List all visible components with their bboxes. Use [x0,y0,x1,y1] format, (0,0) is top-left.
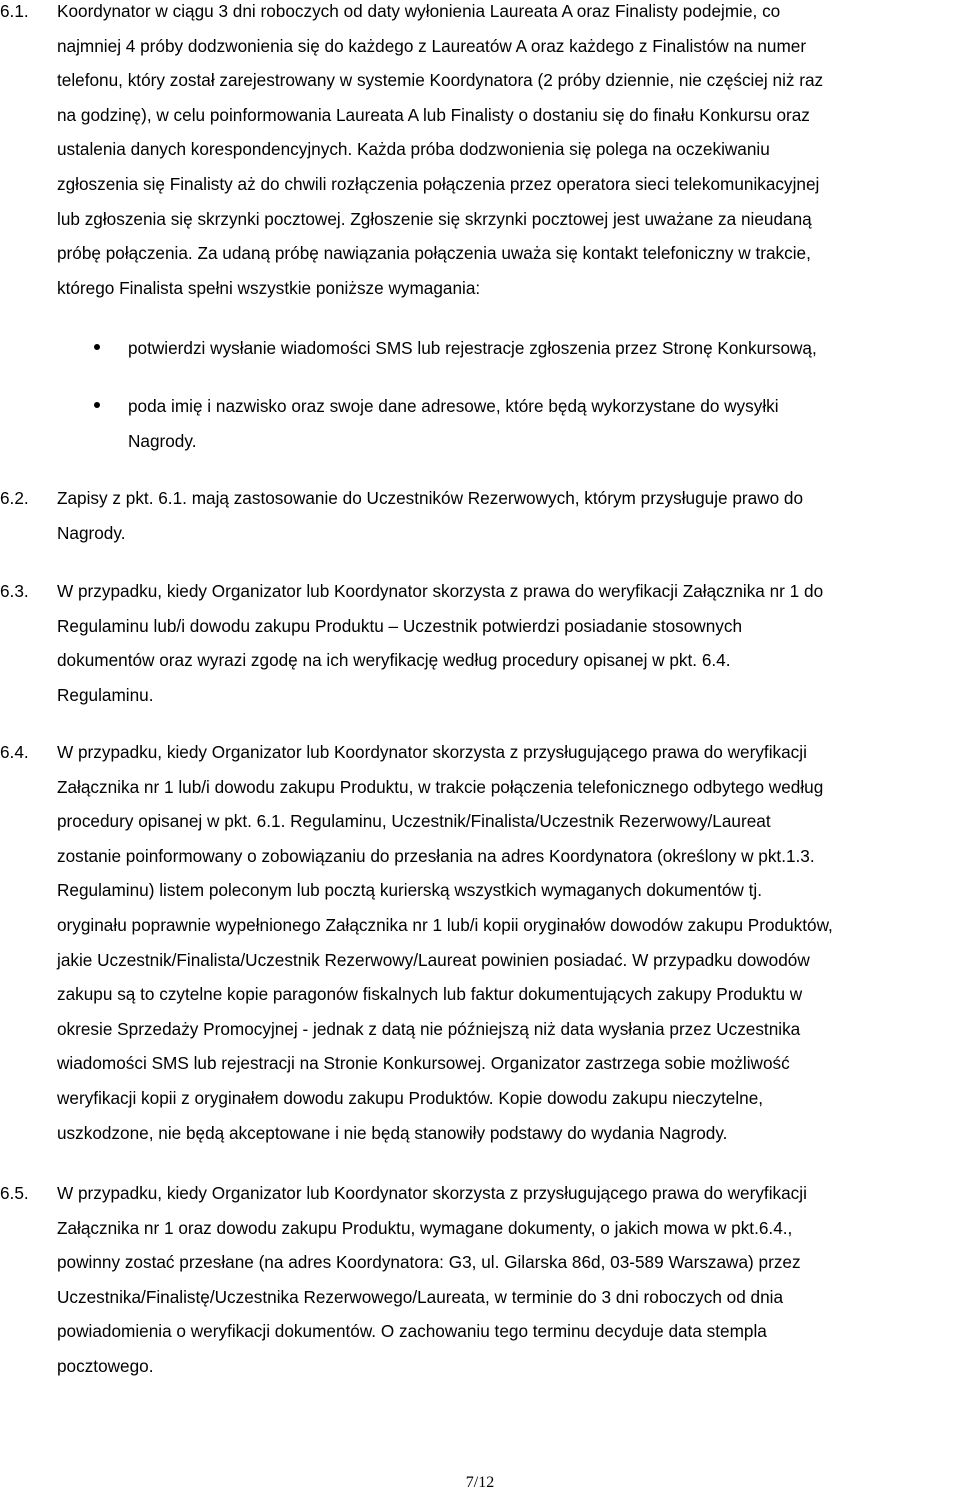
text-line: Zapisy z pkt. 6.1. mają zastosowanie do Uczestników Rezerwowych, którym przysługuje prawo do [57,488,804,508]
text-line: najmniej 4 próby dodzwonienia się do każdego z Laureatów A oraz każdego z Finalistów na numer [57,35,807,56]
text-line: lub zgłoszenia się skrzynki pocztowej. Zgłoszenie się skrzynki pocztowej jest uważane za nieudaną [57,208,812,229]
text-line: którego Finalista spełni wszystkie poniższe wymagania: [57,277,481,298]
text-line: uszkodzone, nie będą akceptowane i nie będą stanowiły podstawy do wydania Nagrody. [57,1122,728,1143]
text-line: próbę połączenia. Za udaną próbę nawiązania połączenia uważa się kontakt telefoniczny w trakcie, [57,243,811,264]
text-line: Regulaminu) listem poleconym lub pocztą kurierską wszystkich wymaganych dokumentów tj. [57,880,762,901]
text-line: Koordynator w ciągu 3 dni roboczych od daty wyłonienia Laureata A oraz Finalisty podejmie, co [57,1,781,21]
bullet-text [128,331,958,366]
bullet-icon [94,344,100,350]
text-line: Nagrody. [128,430,197,451]
text-line: jakie Uczestnik/Finalista/Uczestnik Rezerwowy/Laureat powinien posiadać. W przypadku dowodów [57,949,810,970]
section-body [57,1176,959,1384]
text-line: oryginału poprawnie wypełnionego Załącznika nr 1 lub/i kopii oryginałów dowodów zakupu Produktów, [57,914,833,935]
text-line: poda imię i nazwisko oraz swoje dane adresowe, które będą wykorzystane do wysyłki [128,396,779,416]
text-line: okresie Sprzedaży Promocyjnej - jednak z datą nie późniejszą niż data wysłania przez Uczestnika [57,1018,801,1039]
text-line: W przypadku, kiedy Organizator lub Koordynator skorzysta z przysługującego prawa do weryfikacji [57,742,807,762]
section-number: 6.2. [0,488,29,508]
text-line: Regulaminu. [57,684,154,705]
text-line: potwierdzi wysłanie wiadomości SMS lub rejestracje zgłoszenia przez Stronę Konkursową, [128,338,817,358]
text-line: weryfikacji kopii z oryginałem dowodu zakupu Produktów. Kopie dowodu zakupu nieczytelne, [57,1087,764,1108]
text-line: Załącznika nr 1 lub/i dowodu zakupu Produktu, w trakcie połączenia telefonicznego odbytego według [57,776,824,797]
section-number: 6.5. [0,1183,29,1203]
text-line: dokumentów oraz wyrazi zgodę na ich weryfikację według procedury opisanej w pkt. 6.4. [57,650,731,671]
section-body [57,481,959,550]
page-number: 7/12 [465,1474,495,1491]
text-line: W przypadku, kiedy Organizator lub Koordynator skorzysta z przysługującego prawa do weryfikacji [57,1183,807,1203]
text-line: powinny zostać przesłane (na adres Koordynatora: G3, ul. Gilarska 86d, 03-589 Warszawa) przez [57,1252,801,1273]
text-line: W przypadku, kiedy Organizator lub Koordynator skorzysta z prawa do weryfikacji Załącznika nr 1 do [57,581,824,601]
section-body [57,735,959,1150]
text-line: powiadomienia o weryfikacji dokumentów. O zachowaniu tego terminu decyduje data stempla [57,1321,767,1342]
text-line: telefonu, który został zarejestrowany w systemie Koordynatora (2 próby dziennie, nie częściej niż raz [57,70,824,91]
section-body [57,574,959,712]
bullet-text [128,389,958,458]
text-line: zgłoszenia się Finalisty aż do chwili rozłączenia połączenia przez operatora sieci telekomunikacyjnej [57,173,820,194]
section-number: 6.3. [0,581,29,601]
text-line: Regulaminu lub/i dowodu zakupu Produktu – Uczestnik potwierdzi posiadanie stosownych [57,615,743,636]
section-number: 6.1. [0,1,29,21]
text-line: zostanie poinformowany o zobowiązaniu do przesłania na adres Koordynatora (określony w pkt.1.3. [57,845,815,866]
text-line: Nagrody. [57,522,126,543]
text-line: Załącznika nr 1 oraz dowodu zakupu Produktu, wymagane dokumenty, o jakich mowa w pkt.6.4., [57,1217,793,1238]
section-body [57,0,959,305]
text-line: Uczestnika/Finalistę/Uczestnika Rezerwowego/Laureata, w terminie do 3 dni roboczych od dnia [57,1286,784,1307]
text-line: na godzinę), w celu poinformowania Laureata A lub Finalisty o dostaniu się do finału Konkursu oraz [57,104,810,125]
text-line: zakupu są to czytelne kopie paragonów fiskalnych lub faktur dokumentujących zakupy Produktu w [57,984,803,1005]
text-line: ustalenia danych korespondencyjnych. Każda próba dodzwonienia się polega na oczekiwaniu [57,139,770,160]
section-number: 6.4. [0,742,29,762]
bullet-icon [94,402,100,408]
text-line: wiadomości SMS lub rejestracji na Stronie Konkursowej. Organizator zastrzega sobie możliwość [57,1053,790,1074]
text-line: pocztowego. [57,1355,154,1376]
text-line: procedury opisanej w pkt. 6.1. Regulaminu, Uczestnik/Finalista/Uczestnik Rezerwowy/Laureat [57,811,771,832]
